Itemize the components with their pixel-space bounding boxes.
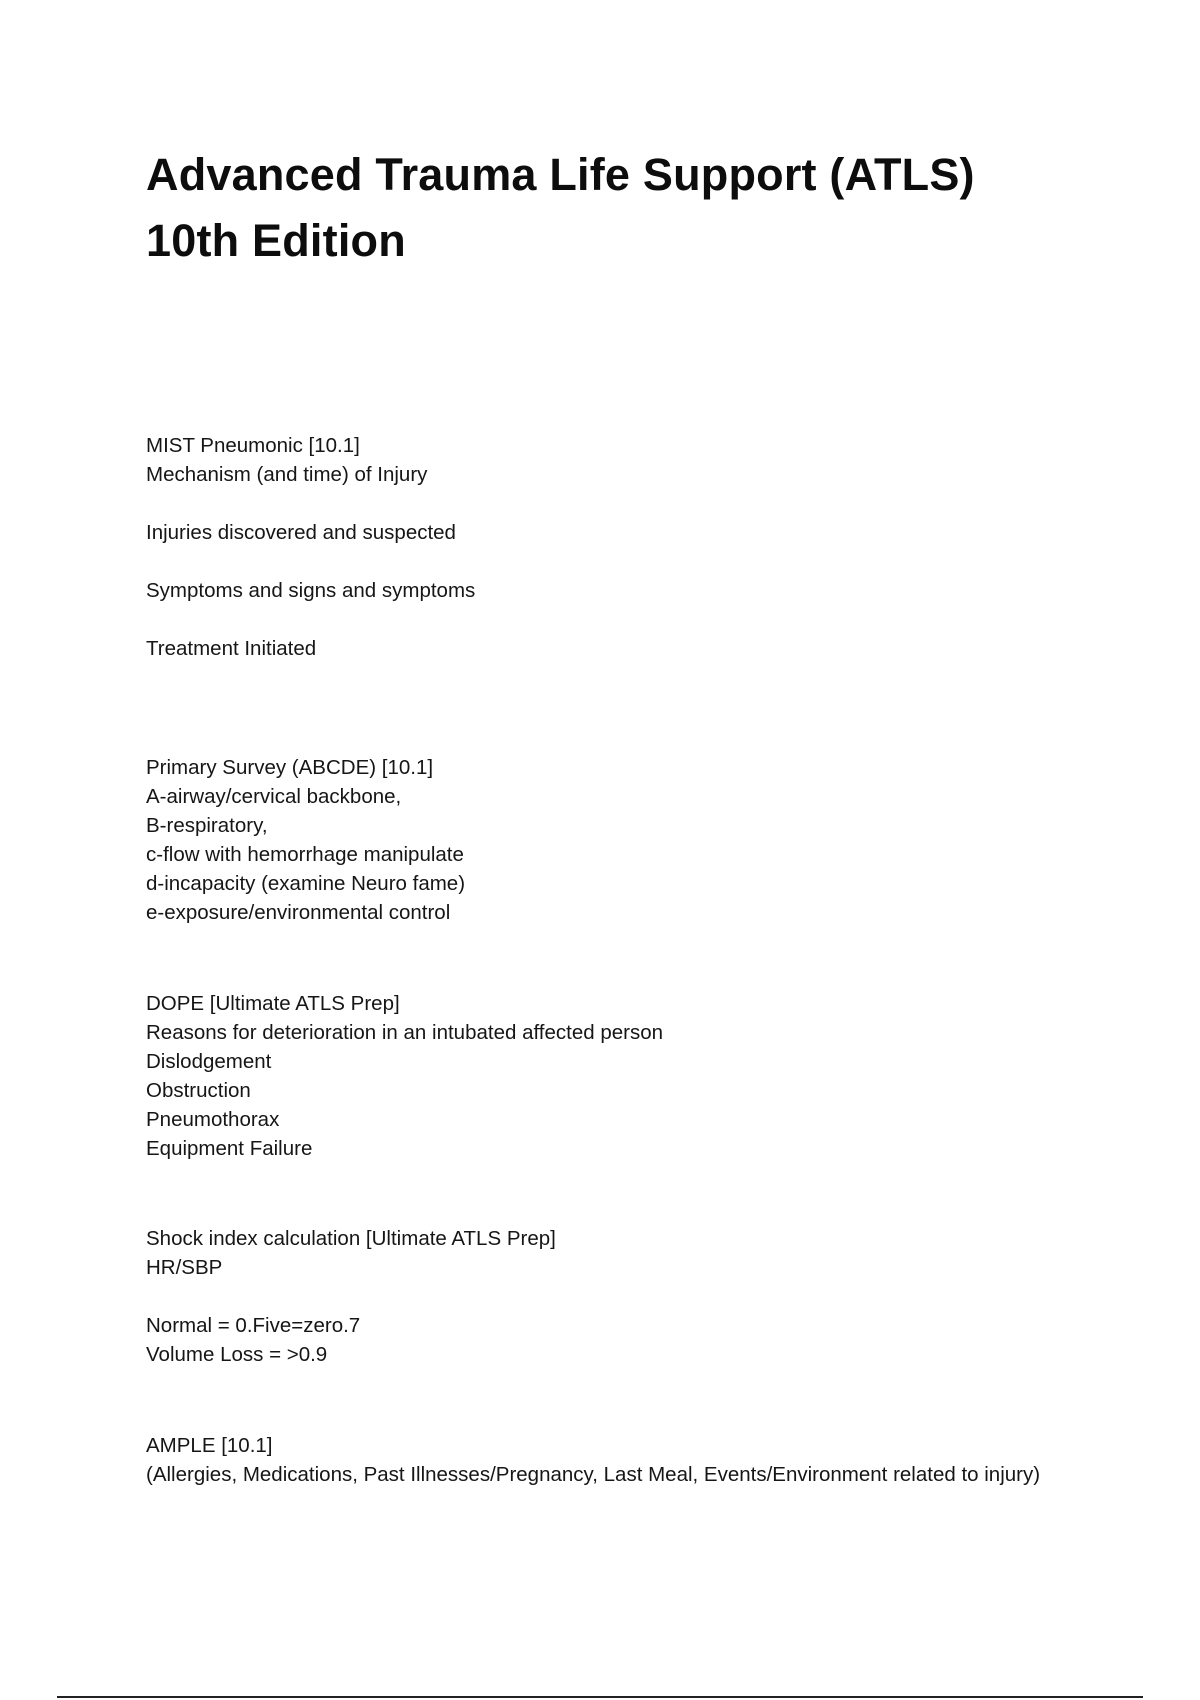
mist-item: Mechanism (and time) of Injury (146, 463, 428, 486)
shock-index-formula: HR/SBP (146, 1256, 223, 1279)
ample-section (146, 1431, 1086, 1489)
mist-item: Treatment Initiated (146, 637, 317, 660)
document-title (146, 142, 1086, 274)
dope-item: Obstruction (146, 1079, 251, 1102)
shock-index-section (146, 1224, 1086, 1369)
footer-divider (57, 1696, 1143, 1698)
mist-item: Symptoms and signs and symptoms (146, 579, 476, 602)
mist-section (146, 431, 1086, 663)
dope-description: Reasons for deterioration in an intubated affected person (146, 1021, 664, 1044)
primary-survey-item: d-incapacity (examine Neuro fame) (146, 872, 466, 895)
shock-index-heading: Shock index calculation [Ultimate ATLS Prep] (146, 1227, 556, 1250)
dope-item: Dislodgement (146, 1050, 272, 1073)
dope-item: Pneumothorax (146, 1108, 280, 1131)
primary-survey-heading: Primary Survey (ABCDE) [10.1] (146, 756, 434, 779)
mist-item: Injuries discovered and suspected (146, 521, 456, 544)
dope-section (146, 989, 1086, 1163)
ample-heading: AMPLE [10.1] (146, 1434, 273, 1457)
primary-survey-item: A-airway/cervical backbone, (146, 785, 402, 808)
primary-survey-item: c-flow with hemorrhage manipulate (146, 843, 464, 866)
title-line-2: 10th Edition (146, 215, 406, 266)
primary-survey-item: B-respiratory, (146, 814, 268, 837)
shock-index-normal: Normal = 0.Five=zero.7 (146, 1314, 361, 1337)
primary-survey-section (146, 753, 1086, 927)
title-line-1: Advanced Trauma Life Support (ATLS) (146, 149, 975, 200)
shock-index-volume-loss: Volume Loss = >0.9 (146, 1343, 328, 1366)
dope-heading: DOPE [Ultimate ATLS Prep] (146, 992, 400, 1015)
mist-heading: MIST Pneumonic [10.1] (146, 434, 360, 457)
ample-description: (Allergies, Medications, Past Illnesses/Pregnancy, Last Meal, Events/Environment related to injury) (146, 1463, 1041, 1486)
primary-survey-item: e-exposure/environmental control (146, 901, 451, 924)
dope-item: Equipment Failure (146, 1137, 313, 1160)
